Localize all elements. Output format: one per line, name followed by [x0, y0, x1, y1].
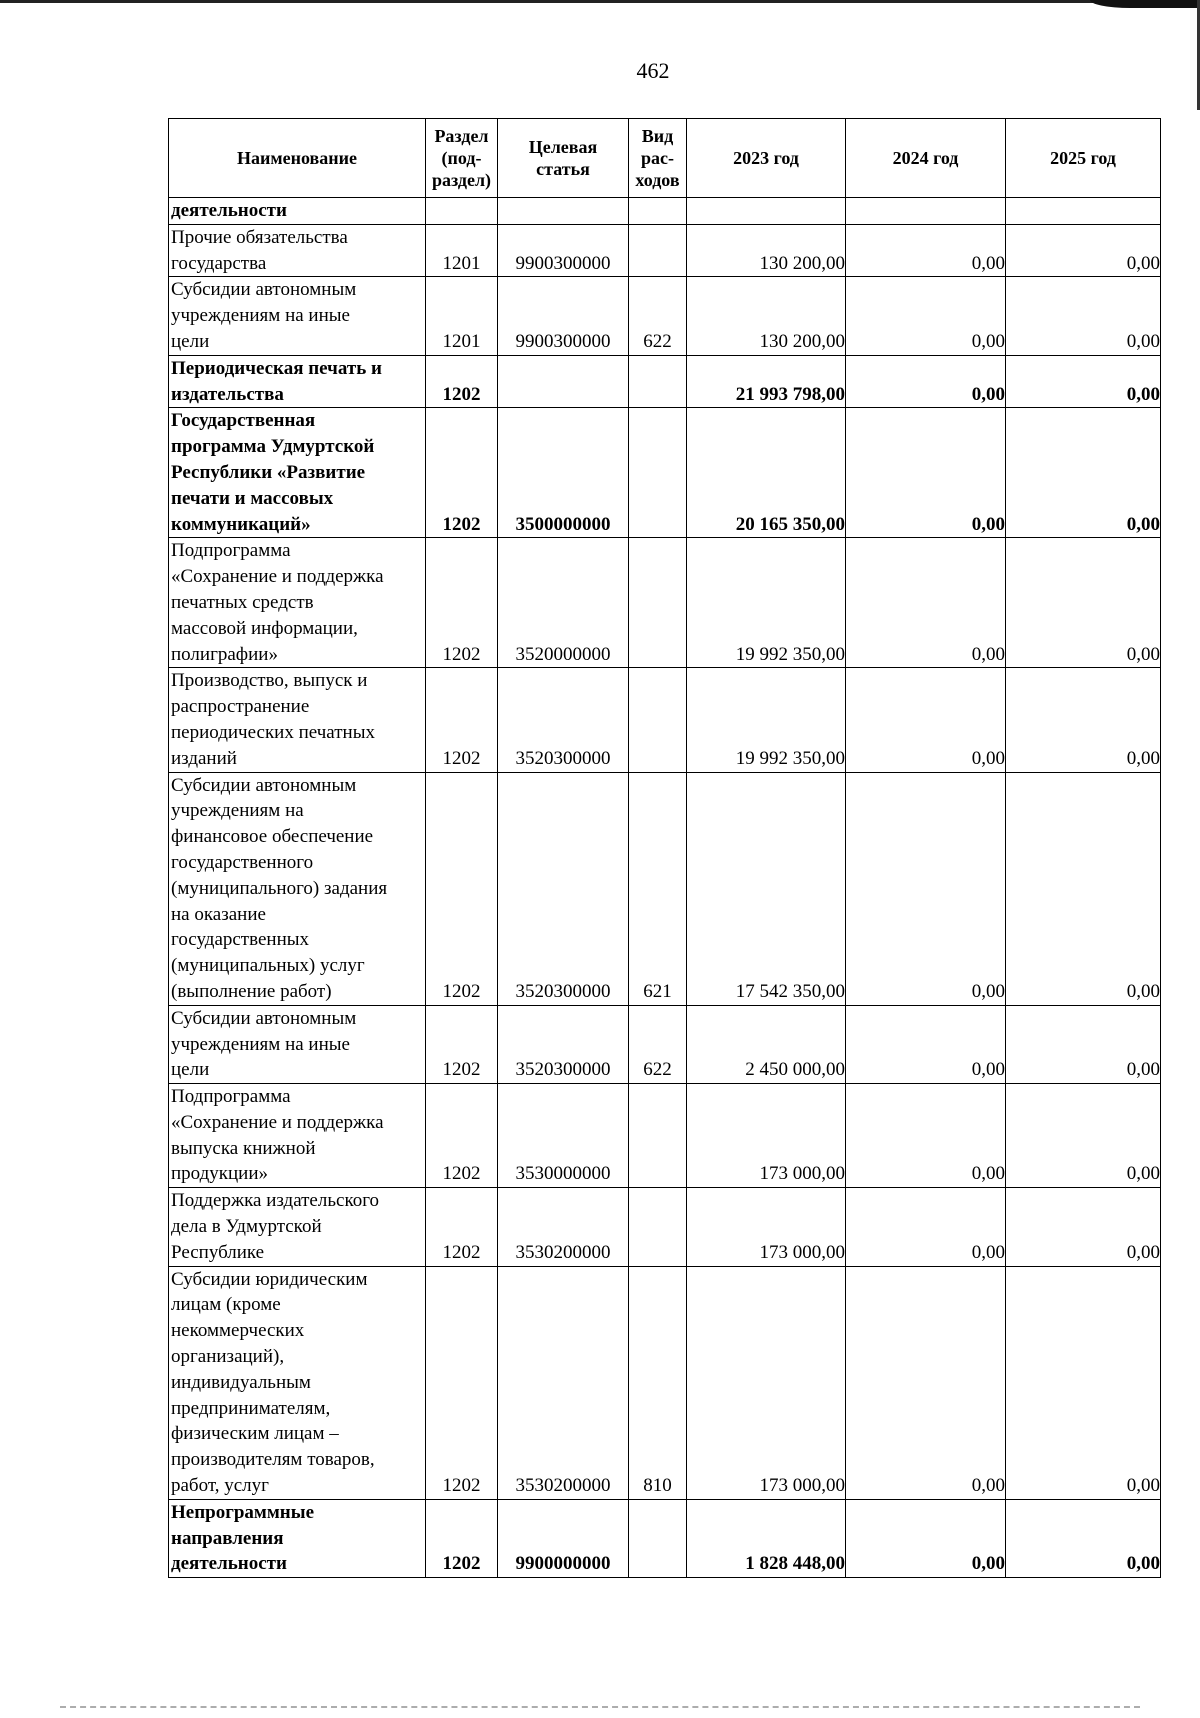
- cell-name-line: лицам (кроме: [171, 1294, 281, 1316]
- page-number: 462: [636, 58, 670, 83]
- cell-name-line: направления: [171, 1527, 284, 1549]
- cell-y2024: 0,00: [846, 1499, 1006, 1577]
- header-target-line: статья: [536, 159, 590, 179]
- cell-section: 1202: [426, 355, 498, 408]
- cell-name-line: производителям товаров,: [171, 1449, 375, 1471]
- cell-name-line: Периодическая печать и: [171, 357, 382, 379]
- cell-y2023: [687, 198, 846, 225]
- header-2023: 2023 год: [687, 119, 846, 198]
- header-kind-line: Вид: [641, 126, 674, 146]
- cell-kind: [629, 198, 687, 225]
- cell-target: 3520300000: [498, 1005, 629, 1083]
- cell-y2025: 0,00: [1006, 1188, 1161, 1266]
- cell-name-line: печатных средств: [171, 591, 314, 613]
- cell-name-line: физическим лицам –: [171, 1423, 339, 1445]
- cell-y2023: 130 200,00: [687, 277, 846, 355]
- cell-name-line: Прочие обязательства: [171, 226, 348, 248]
- table-row: [169, 198, 1161, 225]
- cell-y2024: [846, 198, 1006, 225]
- cell-name-line: Подпрограмма: [171, 540, 291, 562]
- header-2025: 2025 год: [1006, 119, 1161, 198]
- cell-name-line: (муниципального) задания: [171, 877, 388, 899]
- cell-name-line: государственного: [171, 851, 314, 873]
- cell-name-line: государственных: [171, 929, 310, 951]
- cell-name-line: Производство, выпуск и: [171, 670, 368, 692]
- cell-name-line: «Сохранение и поддержка: [171, 1111, 384, 1133]
- cell-y2025: 0,00: [1006, 277, 1161, 355]
- cell-target: 3500000000: [498, 408, 629, 538]
- header-name: Наименование: [169, 119, 426, 198]
- cell-kind: 622: [629, 277, 687, 355]
- cell-name-line: индивидуальным: [171, 1371, 311, 1393]
- cell-target: 9900300000: [498, 277, 629, 355]
- cell-name-line: учреждениям на иные: [171, 305, 350, 327]
- cell-y2025: 0,00: [1006, 668, 1161, 772]
- header-section-line: Раздел: [434, 126, 489, 146]
- budget-table: [168, 118, 1161, 1578]
- cell-target: 3530000000: [498, 1084, 629, 1188]
- header-section-line: (под-: [441, 148, 482, 168]
- cell-target: 3520000000: [498, 538, 629, 668]
- cell-section: 1202: [426, 772, 498, 1005]
- cell-name-line: издательства: [171, 383, 284, 405]
- cell-target: 9900000000: [498, 1499, 629, 1577]
- cell-name-line: деятельности: [171, 1553, 287, 1575]
- cell-y2023: 2 450 000,00: [687, 1005, 846, 1083]
- cell-name-line: работ, услуг: [171, 1475, 269, 1497]
- cell-y2023: 19 992 350,00: [687, 668, 846, 772]
- cell-name-line: массовой информации,: [171, 617, 358, 639]
- cell-section: 1201: [426, 277, 498, 355]
- cell-y2025: 0,00: [1006, 1005, 1161, 1083]
- cell-name-line: полиграфии»: [171, 643, 278, 665]
- cell-y2025: 0,00: [1006, 1499, 1161, 1577]
- table-row: [169, 408, 1161, 538]
- scan-corner-mark: [1090, 0, 1200, 8]
- cell-name: [169, 1499, 426, 1577]
- header-kind: [629, 119, 687, 198]
- header-kind-line: ходов: [635, 170, 680, 190]
- cell-y2023: 173 000,00: [687, 1188, 846, 1266]
- table-row: [169, 277, 1161, 355]
- cell-y2025: 0,00: [1006, 772, 1161, 1005]
- cell-target: 9900300000: [498, 224, 629, 277]
- cell-name: [169, 538, 426, 668]
- cell-name-line: Поддержка издательского: [171, 1190, 380, 1212]
- cell-section: 1202: [426, 1005, 498, 1083]
- cell-kind: [629, 1188, 687, 1266]
- cell-name: [169, 277, 426, 355]
- cell-y2024: 0,00: [846, 668, 1006, 772]
- cell-name-line: печати и массовых: [171, 487, 334, 509]
- table-row: [169, 224, 1161, 277]
- header-target: [498, 119, 629, 198]
- cell-name-line: предпринимателям,: [171, 1397, 331, 1419]
- cell-name: [169, 1084, 426, 1188]
- cell-name-line: распространение: [171, 696, 310, 718]
- table-row: [169, 1499, 1161, 1577]
- cell-name-line: периодических печатных: [171, 721, 375, 743]
- cell-y2025: 0,00: [1006, 408, 1161, 538]
- table-row: [169, 1084, 1161, 1188]
- cell-y2025: [1006, 198, 1161, 225]
- cell-section: 1202: [426, 1084, 498, 1188]
- cell-name-line: (выполнение работ): [171, 980, 332, 1002]
- cell-name-line: Республике: [171, 1241, 265, 1263]
- cell-name-line: Подпрограмма: [171, 1086, 291, 1108]
- cell-kind: [629, 538, 687, 668]
- scan-top-edge: [0, 0, 1200, 3]
- cell-y2024: 0,00: [846, 772, 1006, 1005]
- cell-name-line: Непрограммные: [171, 1501, 315, 1523]
- cell-section: 1201: [426, 224, 498, 277]
- cell-y2024: 0,00: [846, 224, 1006, 277]
- header-section-line: раздел): [431, 170, 492, 190]
- cell-name-line: Субсидии автономным: [171, 1007, 357, 1029]
- cell-y2023: 19 992 350,00: [687, 538, 846, 668]
- cell-name-line: дела в Удмуртской: [171, 1216, 322, 1238]
- cell-y2023: 130 200,00: [687, 224, 846, 277]
- cell-name-line: Субсидии автономным: [171, 279, 357, 301]
- cell-name-line: цели: [171, 330, 210, 352]
- table-row: [169, 1005, 1161, 1083]
- cell-y2024: 0,00: [846, 277, 1006, 355]
- cell-name: [169, 1266, 426, 1499]
- cell-name: [169, 1188, 426, 1266]
- cell-name: [169, 224, 426, 277]
- cell-target: 3520300000: [498, 668, 629, 772]
- cell-kind: 622: [629, 1005, 687, 1083]
- cell-kind: [629, 408, 687, 538]
- cell-section: [426, 198, 498, 225]
- cell-name-line: Субсидии автономным: [171, 774, 357, 796]
- table-row: [169, 668, 1161, 772]
- cell-name-line: на оказание: [171, 903, 266, 925]
- cell-name-line: выпуска книжной: [171, 1137, 316, 1159]
- cell-target: 3530200000: [498, 1266, 629, 1499]
- cell-section: 1202: [426, 538, 498, 668]
- cell-name-line: государства: [171, 252, 267, 274]
- cell-name: [169, 668, 426, 772]
- table-row: [169, 1266, 1161, 1499]
- cell-y2023: 1 828 448,00: [687, 1499, 846, 1577]
- cell-y2024: 0,00: [846, 1266, 1006, 1499]
- cell-y2024: 0,00: [846, 408, 1006, 538]
- cell-name-line: Республики «Развитие: [171, 461, 366, 483]
- cell-name: [169, 198, 426, 225]
- cell-section: 1202: [426, 668, 498, 772]
- header-2024: 2024 год: [846, 119, 1006, 198]
- cell-name: [169, 408, 426, 538]
- cell-y2025: 0,00: [1006, 1084, 1161, 1188]
- cell-y2024: 0,00: [846, 355, 1006, 408]
- cell-kind: [629, 355, 687, 408]
- cell-section: 1202: [426, 1499, 498, 1577]
- scan-bottom-noise: [60, 1706, 1140, 1710]
- cell-target: 3520300000: [498, 772, 629, 1005]
- cell-y2025: 0,00: [1006, 224, 1161, 277]
- cell-y2023: 20 165 350,00: [687, 408, 846, 538]
- cell-name: [169, 1005, 426, 1083]
- cell-name-line: продукции»: [171, 1163, 269, 1185]
- table-body: [169, 198, 1161, 1578]
- cell-name-line: коммуникаций»: [171, 513, 311, 535]
- cell-y2025: 0,00: [1006, 1266, 1161, 1499]
- cell-name-line: некоммерческих: [171, 1320, 305, 1342]
- header-kind-line: рас-: [641, 148, 674, 168]
- cell-y2023: 17 542 350,00: [687, 772, 846, 1005]
- cell-section: 1202: [426, 408, 498, 538]
- cell-kind: 621: [629, 772, 687, 1005]
- table-row: [169, 1188, 1161, 1266]
- cell-y2024: 0,00: [846, 538, 1006, 668]
- cell-name-line: Субсидии юридическим: [171, 1268, 368, 1290]
- cell-kind: [629, 668, 687, 772]
- cell-name-line: «Сохранение и поддержка: [171, 566, 384, 588]
- cell-kind: [629, 1499, 687, 1577]
- cell-name-line: деятельности: [171, 200, 287, 221]
- cell-name-line: финансовое обеспечение: [171, 826, 374, 848]
- cell-kind: 810: [629, 1266, 687, 1499]
- cell-name-line: цели: [171, 1059, 210, 1081]
- cell-y2024: 0,00: [846, 1188, 1006, 1266]
- cell-target: [498, 198, 629, 225]
- cell-name-line: учреждениям на иные: [171, 1033, 350, 1055]
- cell-target: [498, 355, 629, 408]
- table-row: [169, 355, 1161, 408]
- cell-name: [169, 772, 426, 1005]
- cell-name-line: учреждениям на: [171, 800, 304, 822]
- cell-section: 1202: [426, 1266, 498, 1499]
- header-target-line: Целевая: [528, 137, 598, 157]
- cell-name-line: Государственная: [171, 410, 316, 432]
- table-row: [169, 538, 1161, 668]
- cell-y2025: 0,00: [1006, 355, 1161, 408]
- cell-section: 1202: [426, 1188, 498, 1266]
- cell-y2023: 173 000,00: [687, 1084, 846, 1188]
- cell-name-line: изданий: [171, 747, 237, 769]
- cell-kind: [629, 1084, 687, 1188]
- table-header-row: [169, 119, 1161, 198]
- cell-kind: [629, 224, 687, 277]
- header-section: [426, 119, 498, 198]
- cell-name-line: (муниципальных) услуг: [171, 955, 365, 977]
- cell-y2024: 0,00: [846, 1005, 1006, 1083]
- cell-y2023: 21 993 798,00: [687, 355, 846, 408]
- table-row: [169, 772, 1161, 1005]
- cell-name-line: организаций),: [171, 1346, 285, 1368]
- cell-y2025: 0,00: [1006, 538, 1161, 668]
- cell-y2023: 173 000,00: [687, 1266, 846, 1499]
- cell-y2024: 0,00: [846, 1084, 1006, 1188]
- cell-name-line: программа Удмуртской: [171, 436, 375, 458]
- cell-name: [169, 355, 426, 408]
- cell-target: 3530200000: [498, 1188, 629, 1266]
